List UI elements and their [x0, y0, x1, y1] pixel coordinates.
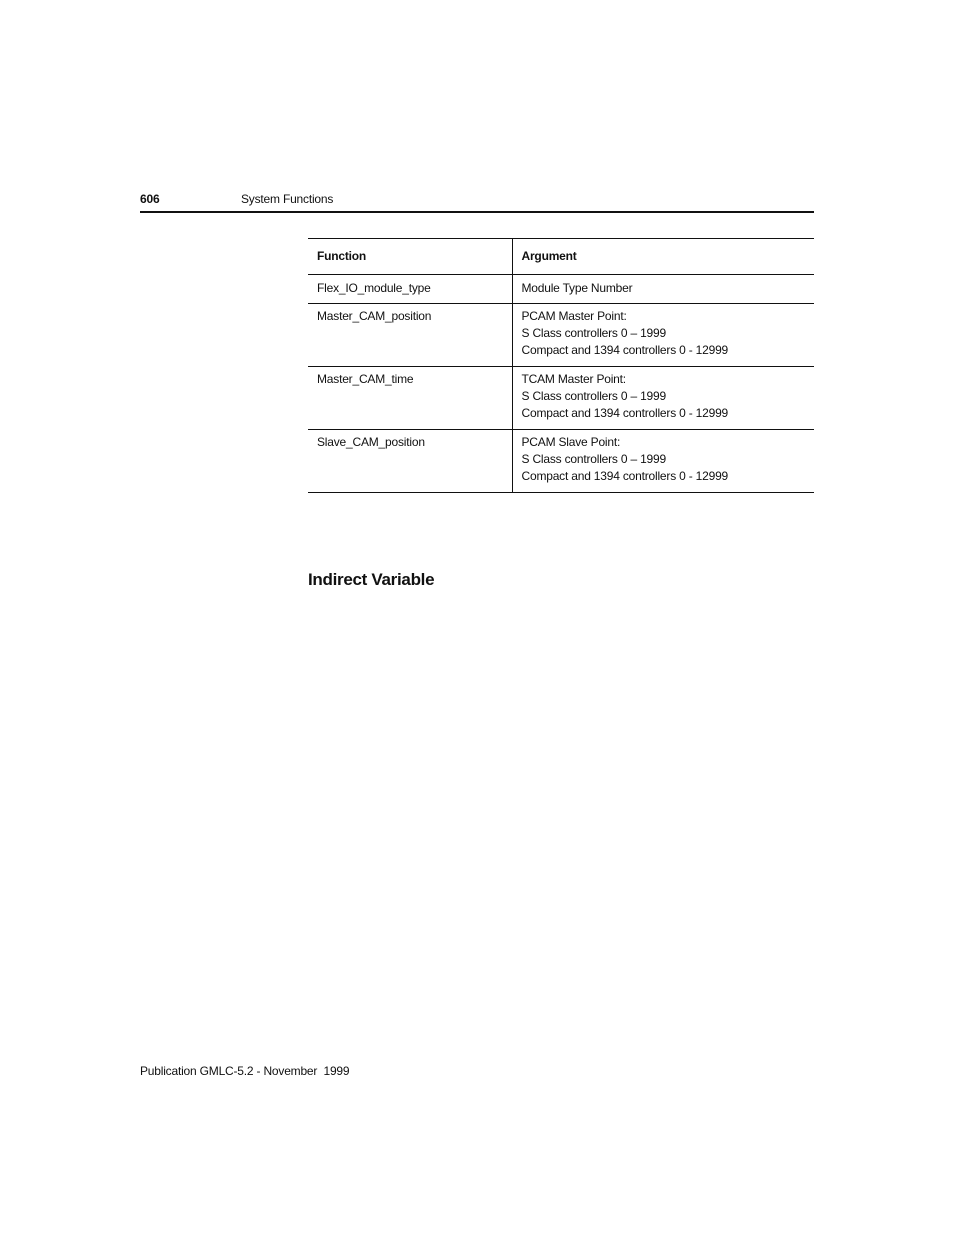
table-header-row — [308, 239, 814, 275]
page-number: 606 — [140, 192, 160, 206]
section-name: System Functions — [241, 192, 334, 206]
publication-footer: Publication GMLC-5.2 - November 1999 — [140, 1064, 350, 1078]
table-row — [308, 275, 814, 304]
page-header — [140, 192, 814, 213]
table-row — [308, 304, 814, 367]
function-cell: Slave_CAM_position — [308, 430, 512, 493]
argument-cell — [512, 367, 814, 430]
table-row — [308, 367, 814, 430]
function-cell: Master_CAM_time — [308, 367, 512, 430]
argument-line: S Class controllers 0 – 1999 — [521, 452, 666, 466]
argument-line: Compact and 1394 controllers 0 - 12999 — [521, 406, 729, 420]
column-header-argument: Argument — [512, 239, 814, 275]
function-argument-table — [308, 238, 814, 493]
argument-line: Compact and 1394 controllers 0 - 12999 — [521, 469, 729, 483]
argument-cell — [512, 304, 814, 367]
argument-line: Compact and 1394 controllers 0 - 12999 — [521, 343, 729, 357]
argument-line: PCAM Slave Point: — [521, 435, 621, 449]
function-cell: Master_CAM_position — [308, 304, 512, 367]
argument-line: TCAM Master Point: — [521, 372, 626, 386]
argument-cell — [512, 430, 814, 493]
function-cell: Flex_IO_module_type — [308, 275, 512, 304]
argument-line: Module Type Number — [521, 281, 633, 295]
table-row — [308, 430, 814, 493]
argument-line: S Class controllers 0 – 1999 — [521, 389, 666, 403]
column-header-function: Function — [308, 239, 512, 275]
section-heading: Indirect Variable — [308, 570, 435, 589]
argument-cell — [512, 275, 814, 304]
argument-line: S Class controllers 0 – 1999 — [521, 326, 666, 340]
argument-line: PCAM Master Point: — [521, 309, 627, 323]
